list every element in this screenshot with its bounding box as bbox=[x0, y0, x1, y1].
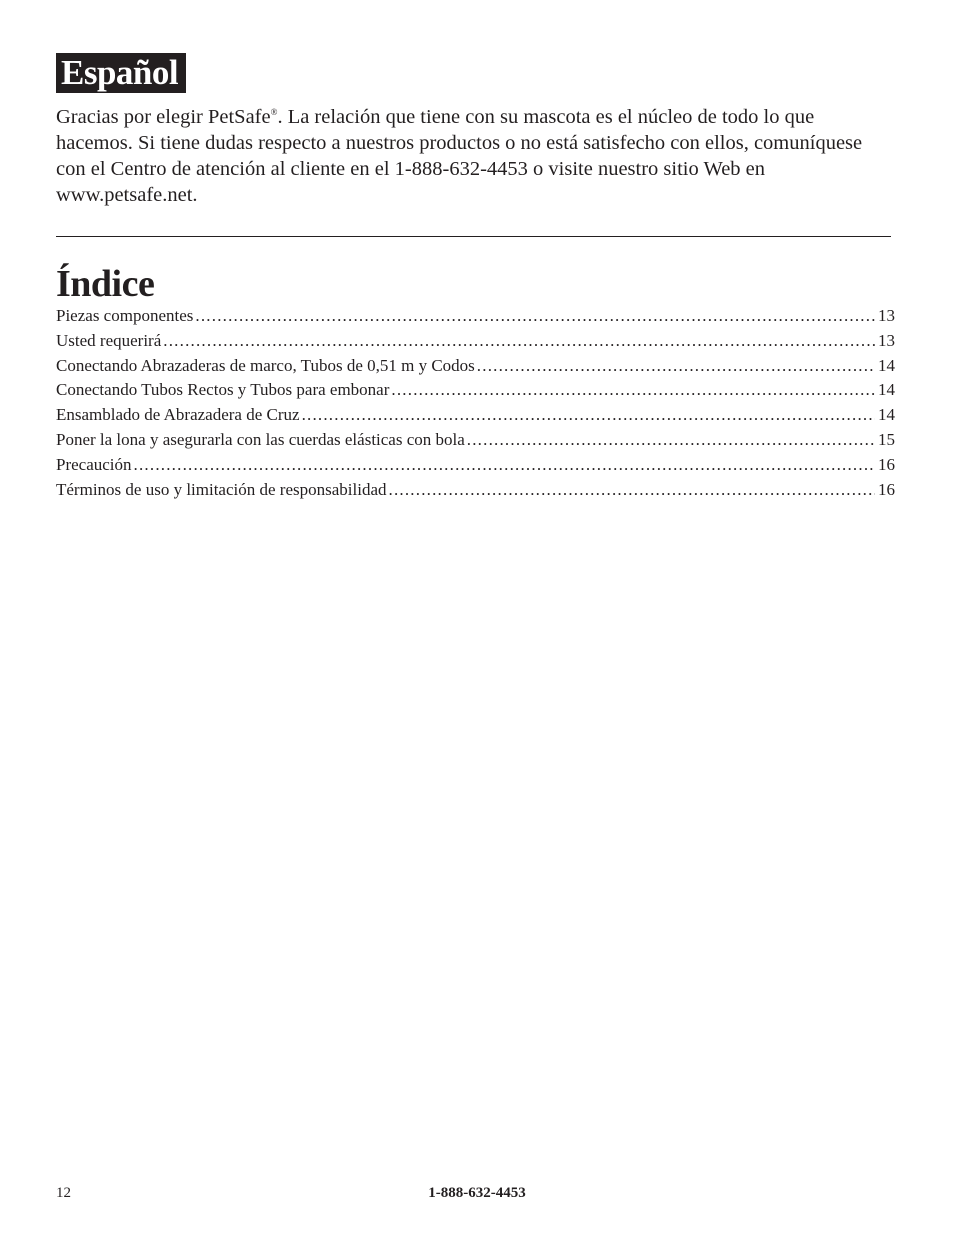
toc-entry bbox=[56, 428, 895, 453]
toc-entry-label: Conectando Abrazaderas de marco, Tubos de 0,51 m y Codos bbox=[56, 355, 475, 375]
toc-entry-label: Conectando Tubos Rectos y Tubos para embonar bbox=[56, 380, 390, 400]
intro-text-start: Gracias por elegir PetSafe bbox=[56, 106, 271, 128]
toc-entry-page: 16 bbox=[878, 479, 895, 499]
toc-entry bbox=[56, 478, 895, 503]
toc-leader-dots bbox=[389, 478, 876, 503]
toc-entry bbox=[56, 453, 895, 478]
language-heading: Español bbox=[56, 53, 186, 93]
intro-paragraph bbox=[56, 104, 886, 208]
toc-entry-page: 14 bbox=[878, 405, 895, 425]
toc-leader-dots bbox=[134, 453, 875, 478]
toc-leader-dots bbox=[391, 378, 875, 403]
toc-entry bbox=[56, 354, 895, 379]
registered-mark: ® bbox=[270, 107, 278, 117]
toc-entry-label: Piezas componentes bbox=[56, 306, 194, 325]
section-divider bbox=[56, 236, 891, 237]
toc-entry-page: 15 bbox=[878, 429, 895, 449]
toc-leader-dots bbox=[195, 304, 875, 329]
footer-page-number: 12 bbox=[56, 1185, 71, 1201]
toc-entry bbox=[56, 378, 895, 403]
toc-leader-dots bbox=[477, 354, 875, 379]
toc-leader-dots bbox=[302, 403, 875, 428]
toc-entry-label: Términos de uso y limitación de responsabilidad bbox=[56, 479, 387, 499]
toc-entry-page: 14 bbox=[878, 380, 895, 400]
toc-entry-page: 13 bbox=[878, 306, 895, 325]
toc-entry-page: 16 bbox=[878, 454, 895, 474]
toc-title: Índice bbox=[56, 263, 155, 305]
toc-leader-dots bbox=[163, 329, 875, 354]
toc-entry-label: Usted requerirá bbox=[56, 330, 162, 350]
toc-entry-page: 13 bbox=[878, 330, 895, 350]
toc-leader-dots bbox=[467, 428, 875, 453]
toc-entry-label: Poner la lona y asegurarla con las cuerdas elásticas con bola bbox=[56, 429, 465, 449]
toc-entry bbox=[56, 329, 895, 354]
intro-text-end: . La relación que tiene con su mascota es el núcleo de todo lo que hacemos. Si tiene dudas respecto a nuestros productos o no está satisfecho con ellos, comuníquese con el Centro de atención al cliente en el 1-888-632-4453 o visite nuestro sitio Web en www.petsafe.net. bbox=[56, 106, 863, 206]
toc-entry bbox=[56, 403, 895, 428]
toc-entry-label: Precaución bbox=[56, 454, 132, 474]
toc-entry bbox=[56, 304, 895, 329]
footer-phone-number: 1-888-632-4453 bbox=[428, 1185, 526, 1201]
toc-entry-label: Ensamblado de Abrazadera de Cruz bbox=[56, 405, 300, 425]
toc-entry-page: 14 bbox=[878, 355, 895, 375]
table-of-contents bbox=[56, 304, 895, 502]
